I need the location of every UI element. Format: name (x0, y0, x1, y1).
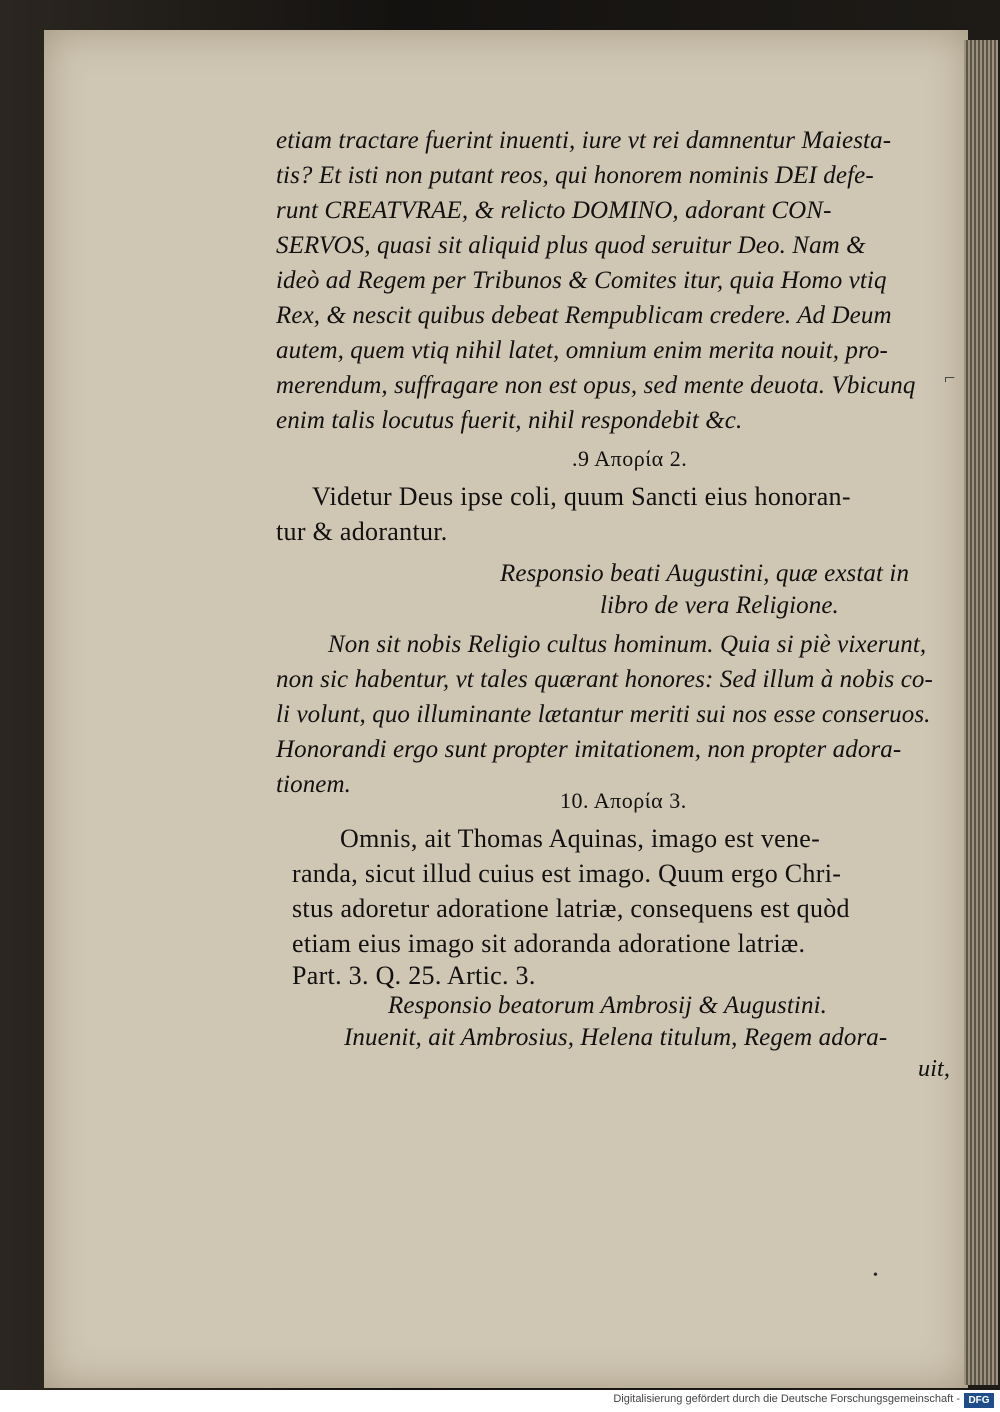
footer-bar (0, 1390, 1000, 1412)
text-line: stus adoretur adoratione latriæ, consequens est quòd (292, 894, 850, 923)
bottom-mark: • (873, 1268, 878, 1283)
text-line: tur & adorantur. (276, 517, 448, 546)
catchword: uit, (918, 1055, 951, 1082)
text-line: merendum, suffragare non est opus, sed mente deuota. Vbicunq (276, 372, 916, 399)
text-line: Videtur Deus ipse coli, quum Sancti eius honoran- (312, 482, 851, 511)
text-line: tis? Et isti non putant reos, qui honorem nominis DEI defe- (276, 162, 874, 189)
section-heading: .9 Απορία 2. (572, 446, 688, 471)
text-line: randa, sicut illud cuius est imago. Quum ergo Chri- (292, 859, 842, 888)
text-line: etiam eius imago sit adoranda adoratione latriæ. (292, 929, 806, 958)
text-line: non sic habentur, vt tales quærant honores: Sed illum à nobis co- (276, 666, 933, 693)
text-line: Omnis, ait Thomas Aquinas, imago est vene- (340, 824, 821, 853)
text-line: ideò ad Regem per Tribunos & Comites itur, quia Homo vtiq (276, 267, 887, 294)
response-heading: Responsio beatorum Ambrosij & Augustini. (388, 992, 827, 1019)
text-line: Non sit nobis Religio cultus hominum. Quia si piè vixerunt, (328, 631, 927, 658)
text-line: runt CREATVRAE, & relicto DOMINO, adorant CON- (276, 197, 832, 224)
response-heading: libro de vera Religione. (600, 592, 839, 619)
section-heading: 10. Απορία 3. (560, 788, 687, 813)
response-heading: Responsio beati Augustini, quæ exstat in (500, 560, 910, 587)
footer-credit: Digitalisierung gefördert durch die Deutsche Forschungsgemeinschaft - (613, 1393, 960, 1405)
text-line: Honorandi ergo sunt propter imitationem, non propter adora- (276, 736, 902, 763)
text-line: Rex, & nescit quibus debeat Rempublicam credere. Ad Deum (276, 302, 892, 329)
text-line: SERVOS, quasi sit aliquid plus quod seruitur Deo. Nam & (276, 232, 866, 259)
text-line: Inuenit, ait Ambrosius, Helena titulum, Regem adora- (344, 1024, 888, 1051)
text-line: etiam tractare fuerint inuenti, iure vt rei damnentur Maiesta- (276, 127, 892, 154)
text-line: tionem. (276, 771, 351, 798)
text-line: autem, quem vtiq nihil latet, omnium enim merita nouit, pro- (276, 337, 888, 364)
dfg-logo: DFG (964, 1393, 994, 1408)
margin-mark: ⌐ (944, 367, 956, 389)
text-line: enim talis locutus fuerit, nihil respondebit &c. (276, 407, 743, 434)
text-line: Part. 3. Q. 25. Artic. 3. (292, 961, 536, 990)
text-line: li volunt, quo illuminante lætantur meriti sui nos esse conseruos. (276, 701, 931, 728)
